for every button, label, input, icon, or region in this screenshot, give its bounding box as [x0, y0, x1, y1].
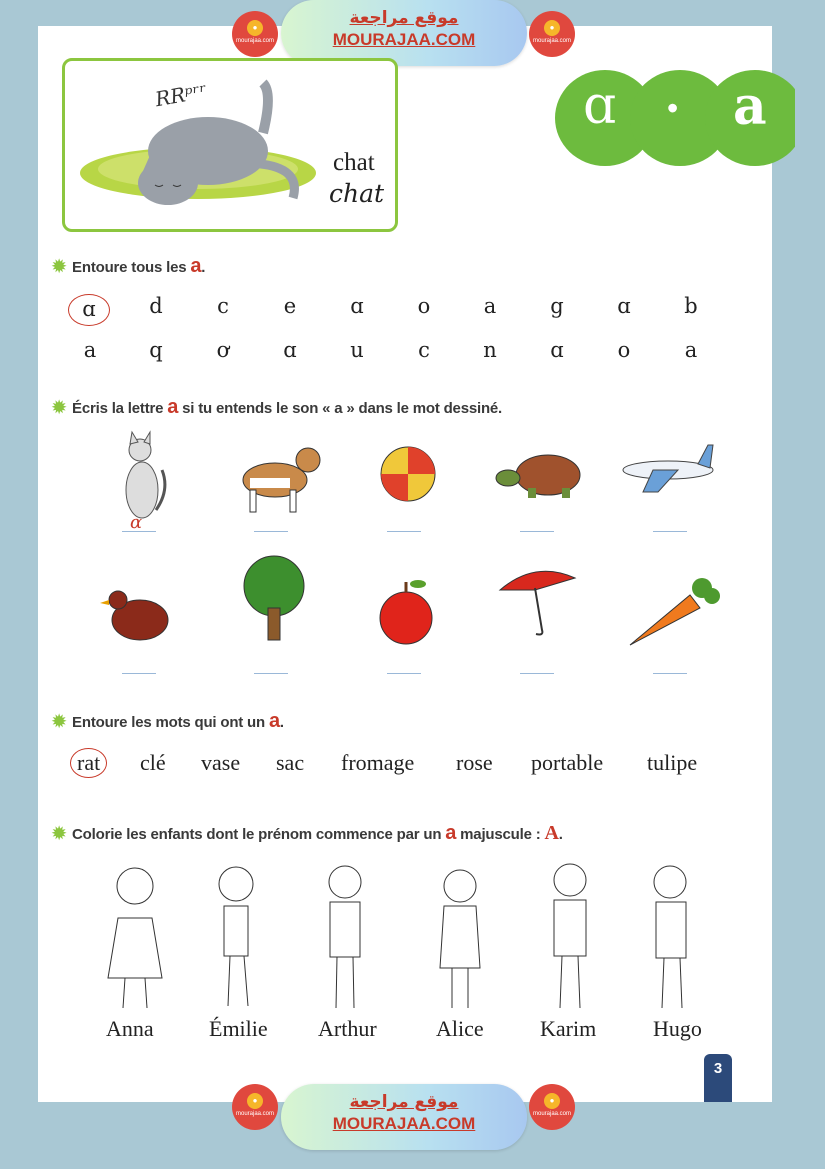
letter-item[interactable]: n [483, 338, 497, 362]
snore-text: RRᵖʳʳ [153, 78, 209, 112]
word-item[interactable]: tulipe [647, 750, 698, 775]
child-drawing-emilie[interactable] [196, 858, 296, 1014]
letter-item[interactable]: d [149, 294, 163, 318]
ball-picture [358, 430, 458, 530]
letter-badge [555, 68, 795, 168]
letter-item[interactable]: g [550, 294, 564, 318]
header-site-link[interactable]: MOURAJAA.COM [332, 30, 476, 49]
word-item[interactable]: fromage [341, 750, 415, 775]
answer-blank[interactable] [387, 663, 421, 674]
answer-blank[interactable] [254, 663, 288, 674]
letter-item[interactable]: c [418, 338, 430, 362]
word-item[interactable]: sac [276, 750, 305, 775]
airplane-picture [618, 430, 718, 530]
answer-text: ɑ [130, 512, 143, 533]
ex2-instruction: ✹ Écris la lettre a si tu entends le son « a » dans le mot dessiné. [52, 396, 503, 418]
word-item[interactable]: portable [531, 750, 604, 775]
child-name: Alice [436, 1016, 484, 1041]
intro-box [62, 58, 398, 232]
logo-icon: ● [247, 1093, 263, 1109]
answer-blank[interactable] [653, 663, 687, 674]
letter-item[interactable]: o [617, 338, 631, 362]
star-bullet-icon: ✹ [52, 257, 67, 276]
letter-item[interactable]: a [483, 294, 497, 318]
site-logo-left[interactable]: ● mourajaa.com [232, 1084, 278, 1130]
word-item[interactable]: rat [70, 748, 107, 778]
child-drawing-anna[interactable] [90, 858, 190, 1014]
letter-item[interactable]: ɑ [350, 294, 364, 318]
star-bullet-icon: ✹ [52, 398, 67, 417]
answer-blank[interactable] [387, 521, 421, 532]
letter-item[interactable]: a [684, 338, 698, 362]
ex1-instruction: ✹ Entoure tous les a. [52, 255, 206, 277]
carrot-picture [620, 560, 720, 660]
footer-arabic: موقع مراجعة [349, 1092, 459, 1112]
word-chat-print: chat [333, 149, 375, 176]
letter-item[interactable]: e [283, 294, 297, 318]
header-banner[interactable] [281, 0, 527, 66]
apple-picture [356, 570, 456, 670]
turtle-picture [490, 430, 590, 530]
letter-item[interactable]: ơ [216, 338, 230, 362]
site-logo-left[interactable]: ● mourajaa.com [232, 11, 278, 57]
logo-icon: ● [544, 20, 560, 36]
page-number: 3 [704, 1054, 732, 1102]
site-logo-right[interactable]: ● mourajaa.com [529, 1084, 575, 1130]
sleeping-cat-illustration [73, 73, 323, 223]
ex4-instruction: ✹ Colorie les enfants dont le prénom commence par un a majuscule : A. [52, 822, 563, 844]
dog-picture [230, 430, 330, 530]
badge-cursive-a: ɑ [583, 76, 617, 136]
answer-blank[interactable] [254, 521, 288, 532]
umbrella-picture [490, 560, 590, 660]
letter-item[interactable]: ɑ [68, 294, 110, 326]
letter-item[interactable]: o [417, 294, 431, 318]
child-name: Émilie [209, 1016, 268, 1041]
footer-banner[interactable] [281, 1084, 527, 1150]
badge-dot: • [667, 90, 679, 126]
letter-item[interactable]: q [149, 338, 163, 362]
word-item[interactable]: clé [140, 750, 166, 775]
footer-site-link[interactable]: MOURAJAA.COM [332, 1114, 476, 1133]
child-name: Anna [106, 1016, 154, 1041]
logo-icon: ● [247, 20, 263, 36]
logo-icon: ● [544, 1093, 560, 1109]
child-drawing-karim[interactable] [522, 858, 622, 1014]
letter-item[interactable]: u [350, 338, 364, 362]
child-name: Karim [540, 1016, 597, 1041]
letter-item[interactable]: c [217, 294, 229, 318]
child-drawing-hugo[interactable] [628, 858, 728, 1014]
child-name: Arthur [318, 1016, 377, 1041]
answer-blank[interactable] [520, 521, 554, 532]
answer-blank[interactable] [653, 521, 687, 532]
letter-item[interactable]: ɑ [617, 294, 631, 318]
letter-item[interactable]: ɑ [550, 338, 564, 362]
child-drawing-arthur[interactable] [300, 858, 400, 1014]
letter-item[interactable]: a [83, 338, 97, 362]
header-arabic: موقع مراجعة [349, 8, 459, 28]
hen-picture [90, 570, 190, 670]
badge-print-a: a [733, 76, 767, 137]
tree-picture [224, 548, 324, 648]
letter-item[interactable]: b [684, 294, 698, 318]
answer-blank[interactable] [122, 663, 156, 674]
letter-item[interactable]: ɑ [283, 338, 297, 362]
child-drawing-alice[interactable] [412, 858, 512, 1014]
word-item[interactable]: rose [456, 750, 493, 775]
child-name: Hugo [653, 1016, 702, 1041]
answer-blank[interactable] [122, 521, 156, 532]
ex3-instruction: ✹ Entoure les mots qui ont un a. [52, 710, 284, 732]
word-chat-cursive: chat [329, 179, 385, 208]
answer-blank[interactable] [520, 663, 554, 674]
star-bullet-icon: ✹ [52, 712, 67, 731]
site-logo-right[interactable]: ● mourajaa.com [529, 11, 575, 57]
star-bullet-icon: ✹ [52, 824, 67, 843]
word-item[interactable]: vase [201, 750, 241, 775]
